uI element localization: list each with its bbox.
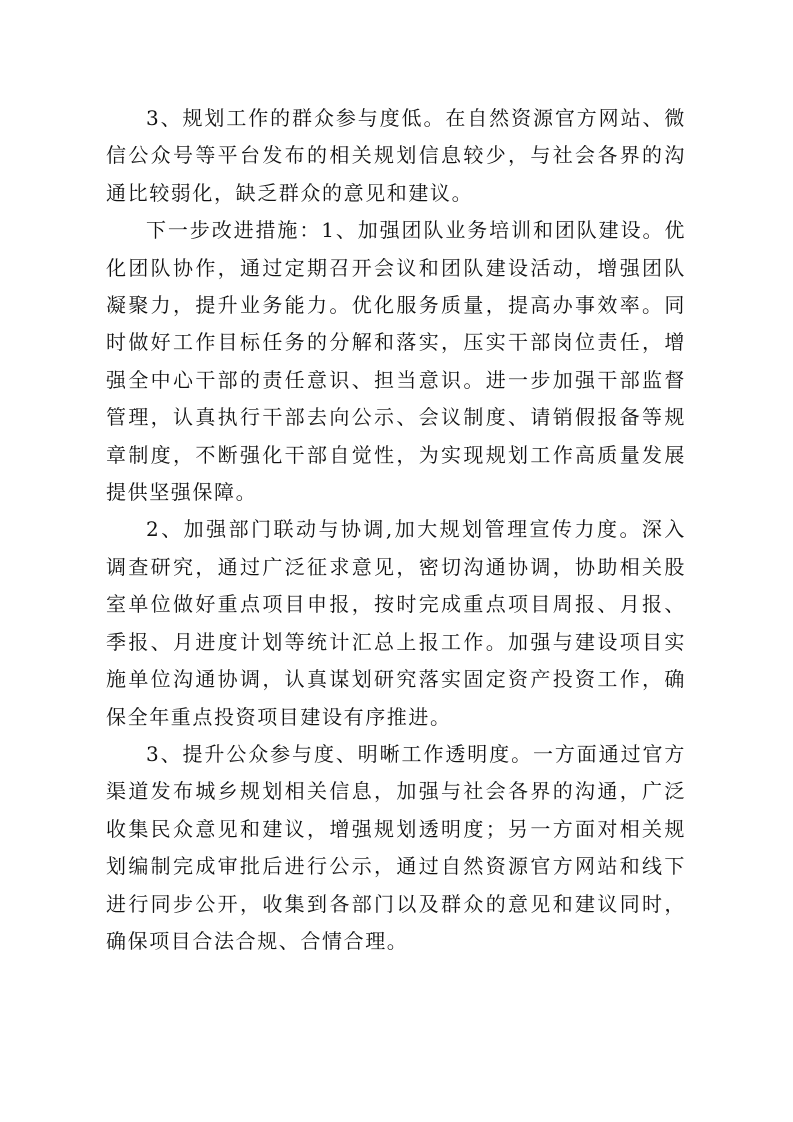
paragraph-public-participation-issue: 3、规划工作的群众参与度低。在自然资源官方网站、微信公众号等平台发布的相关规划信息较少，与社会各界的沟通比较弱化，缺乏群众的意见和建议。 [106,106,686,205]
paragraph-improvement-transparency: 3、提升公众参与度、明晰工作透明度。一方面通过官方渠道发布城乡规划相关信息，加强与社会各界的沟通，广泛收集民众意见和建议，增强规划透明度；另一方面对相关规划编制完成审批后进行公示，通过自然资源官方网站和线下进行同步公开，收集到各部门以及群众的意见和建议同时，确保项目合法合规、合情合理。 [106,741,686,953]
paragraph-improvement-coordination: 2、加强部门联动与协调,加大规划管理宣传力度。深入调查研究，通过广泛征求意见，密切沟通协调，协助相关股室单位做好重点项目申报，按时完成重点项目周报、月报、季报、月进度计划等统计汇总上报工作。加强与建设项目实施单位沟通协调，认真谋划研究落实固定资产投资工作，确保全年重点投资项目建设有序推进。 [106,517,686,729]
document-body [106,100,686,960]
paragraph-improvement-team-building: 下一步改进措施：1、加强团队业务培训和团队建设。优化团队协作，通过定期召开会议和团队建设活动，增强团队凝聚力，提升业务能力。优化服务质量，提高办事效率。同时做好工作目标任务的分解和落实，压实干部岗位责任，增强全中心干部的责任意识、担当意识。进一步加强干部监督管理，认真执行干部去向公示、会议制度、请销假报备等规章制度，不断强化干部自觉性，为实现规划工作高质量发展提供坚强保障。 [106,218,686,505]
